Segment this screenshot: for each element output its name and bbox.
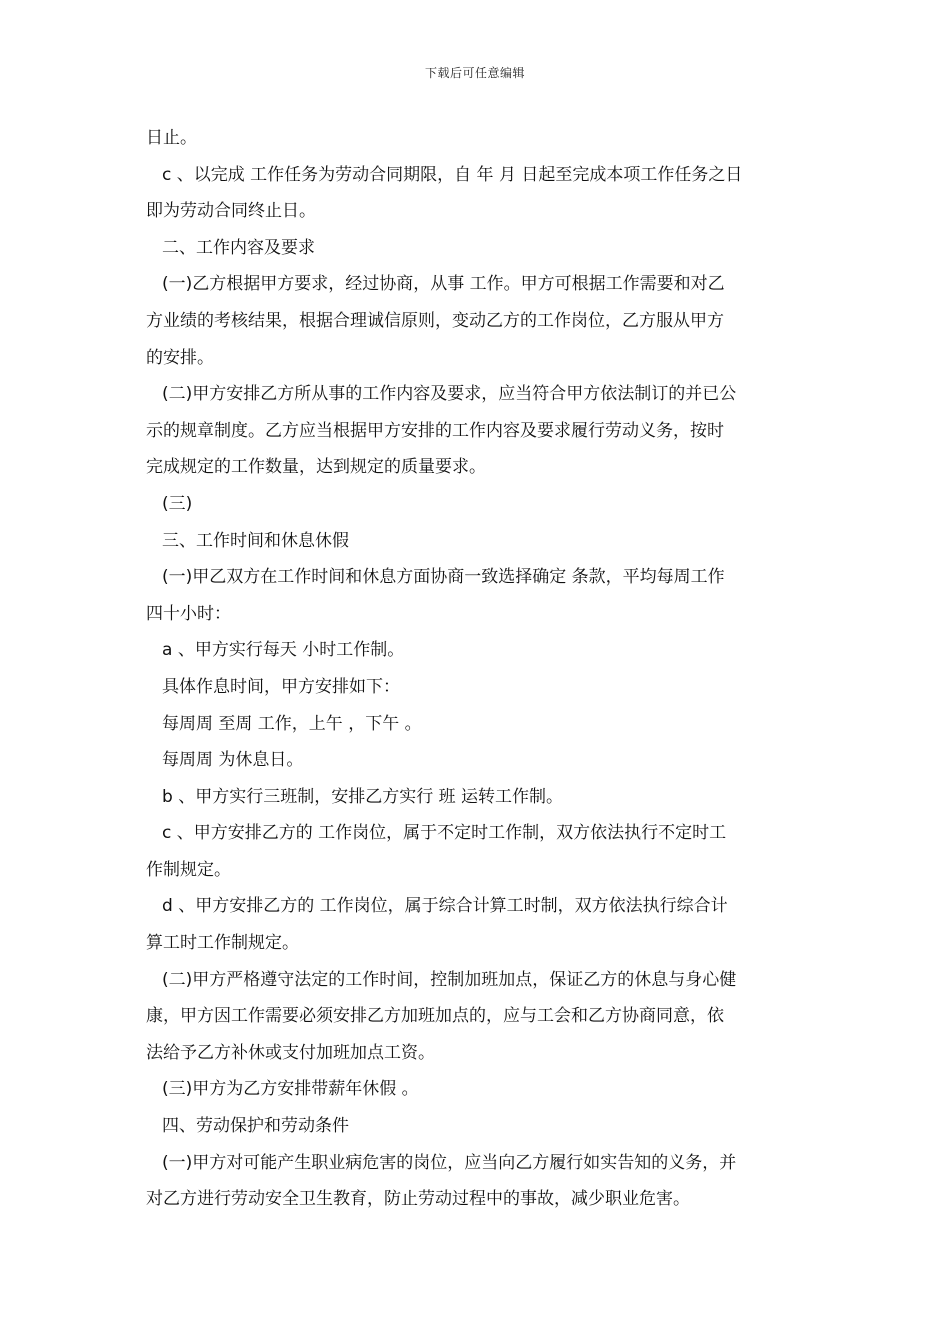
text-line: c 、以完成 工作任务为劳动合同期限，自 年 月 日起至完成本项工作任务之日 bbox=[162, 164, 743, 185]
document-body bbox=[146, 120, 808, 1218]
text-line: 法给予乙方补休或支付加班加点工资。 bbox=[146, 1042, 435, 1063]
text-line: 日止。 bbox=[146, 128, 197, 148]
text-line: (二)甲方严格遵守法定的工作时间，控制加班加点，保证乙方的休息与身心健 bbox=[162, 969, 737, 990]
text-line: 四十小时： bbox=[146, 603, 231, 624]
text-line: 作制规定。 bbox=[146, 859, 231, 880]
text-line: 算工时工作制规定。 bbox=[146, 933, 299, 954]
text-line: a 、甲方实行每天 小时工作制。 bbox=[162, 640, 405, 661]
text-line: 完成规定的工作数量，达到规定的质量要求。 bbox=[146, 457, 486, 478]
text-line: (一)甲乙双方在工作时间和休息方面协商一致选择确定 条款，平均每周工作 bbox=[162, 567, 725, 588]
text-line: 康，甲方因工作需要必须安排乙方加班加点的，应与工会和乙方协商同意，依 bbox=[146, 1006, 724, 1027]
page-header: 下载后可任意编辑 bbox=[424, 66, 525, 80]
text-line: 方业绩的考核结果，根据合理诚信原则，变动乙方的工作岗位，乙方服从甲方 bbox=[146, 310, 724, 331]
text-line: 三、工作时间和休息休假 bbox=[162, 530, 349, 551]
text-line: (三)甲方为乙方安排带薪年休假 。 bbox=[162, 1079, 419, 1100]
text-line: 每周周 为休息日。 bbox=[162, 750, 304, 771]
text-line: 对乙方进行劳动安全卫生教育，防止劳动过程中的事故，减少职业危害。 bbox=[146, 1189, 690, 1210]
text-line: 示的规章制度。乙方应当根据甲方安排的工作内容及要求履行劳动义务，按时 bbox=[146, 420, 724, 441]
text-line: d 、甲方安排乙方的 工作岗位，属于综合计算工时制，双方依法执行综合计 bbox=[162, 896, 728, 917]
text-line: c 、甲方安排乙方的 工作岗位，属于不定时工作制，双方依法执行不定时工 bbox=[162, 823, 727, 844]
text-line: (二)甲方安排乙方所从事的工作内容及要求，应当符合甲方依法制订的并已公 bbox=[162, 384, 737, 405]
text-line: 具体作息时间，甲方安排如下： bbox=[162, 676, 400, 697]
text-line: 四、劳动保护和劳动条件 bbox=[162, 1116, 349, 1137]
text-line: 每周周 至周 工作，上午 ，下午 。 bbox=[162, 713, 422, 734]
text-line: (一)乙方根据甲方要求，经过协商，从事 工作。甲方可根据工作需要和对乙 bbox=[162, 274, 725, 295]
text-line: b 、甲方实行三班制，安排乙方实行 班 运转工作制。 bbox=[162, 786, 564, 807]
text-line: 二、工作内容及要求 bbox=[162, 237, 315, 258]
text-line: 的安排。 bbox=[146, 347, 214, 368]
text-line: (三) bbox=[162, 493, 193, 514]
text-line: (一)甲方对可能产生职业病危害的岗位，应当向乙方履行如实告知的义务，并 bbox=[162, 1152, 737, 1173]
text-line: 即为劳动合同终止日。 bbox=[146, 201, 316, 222]
